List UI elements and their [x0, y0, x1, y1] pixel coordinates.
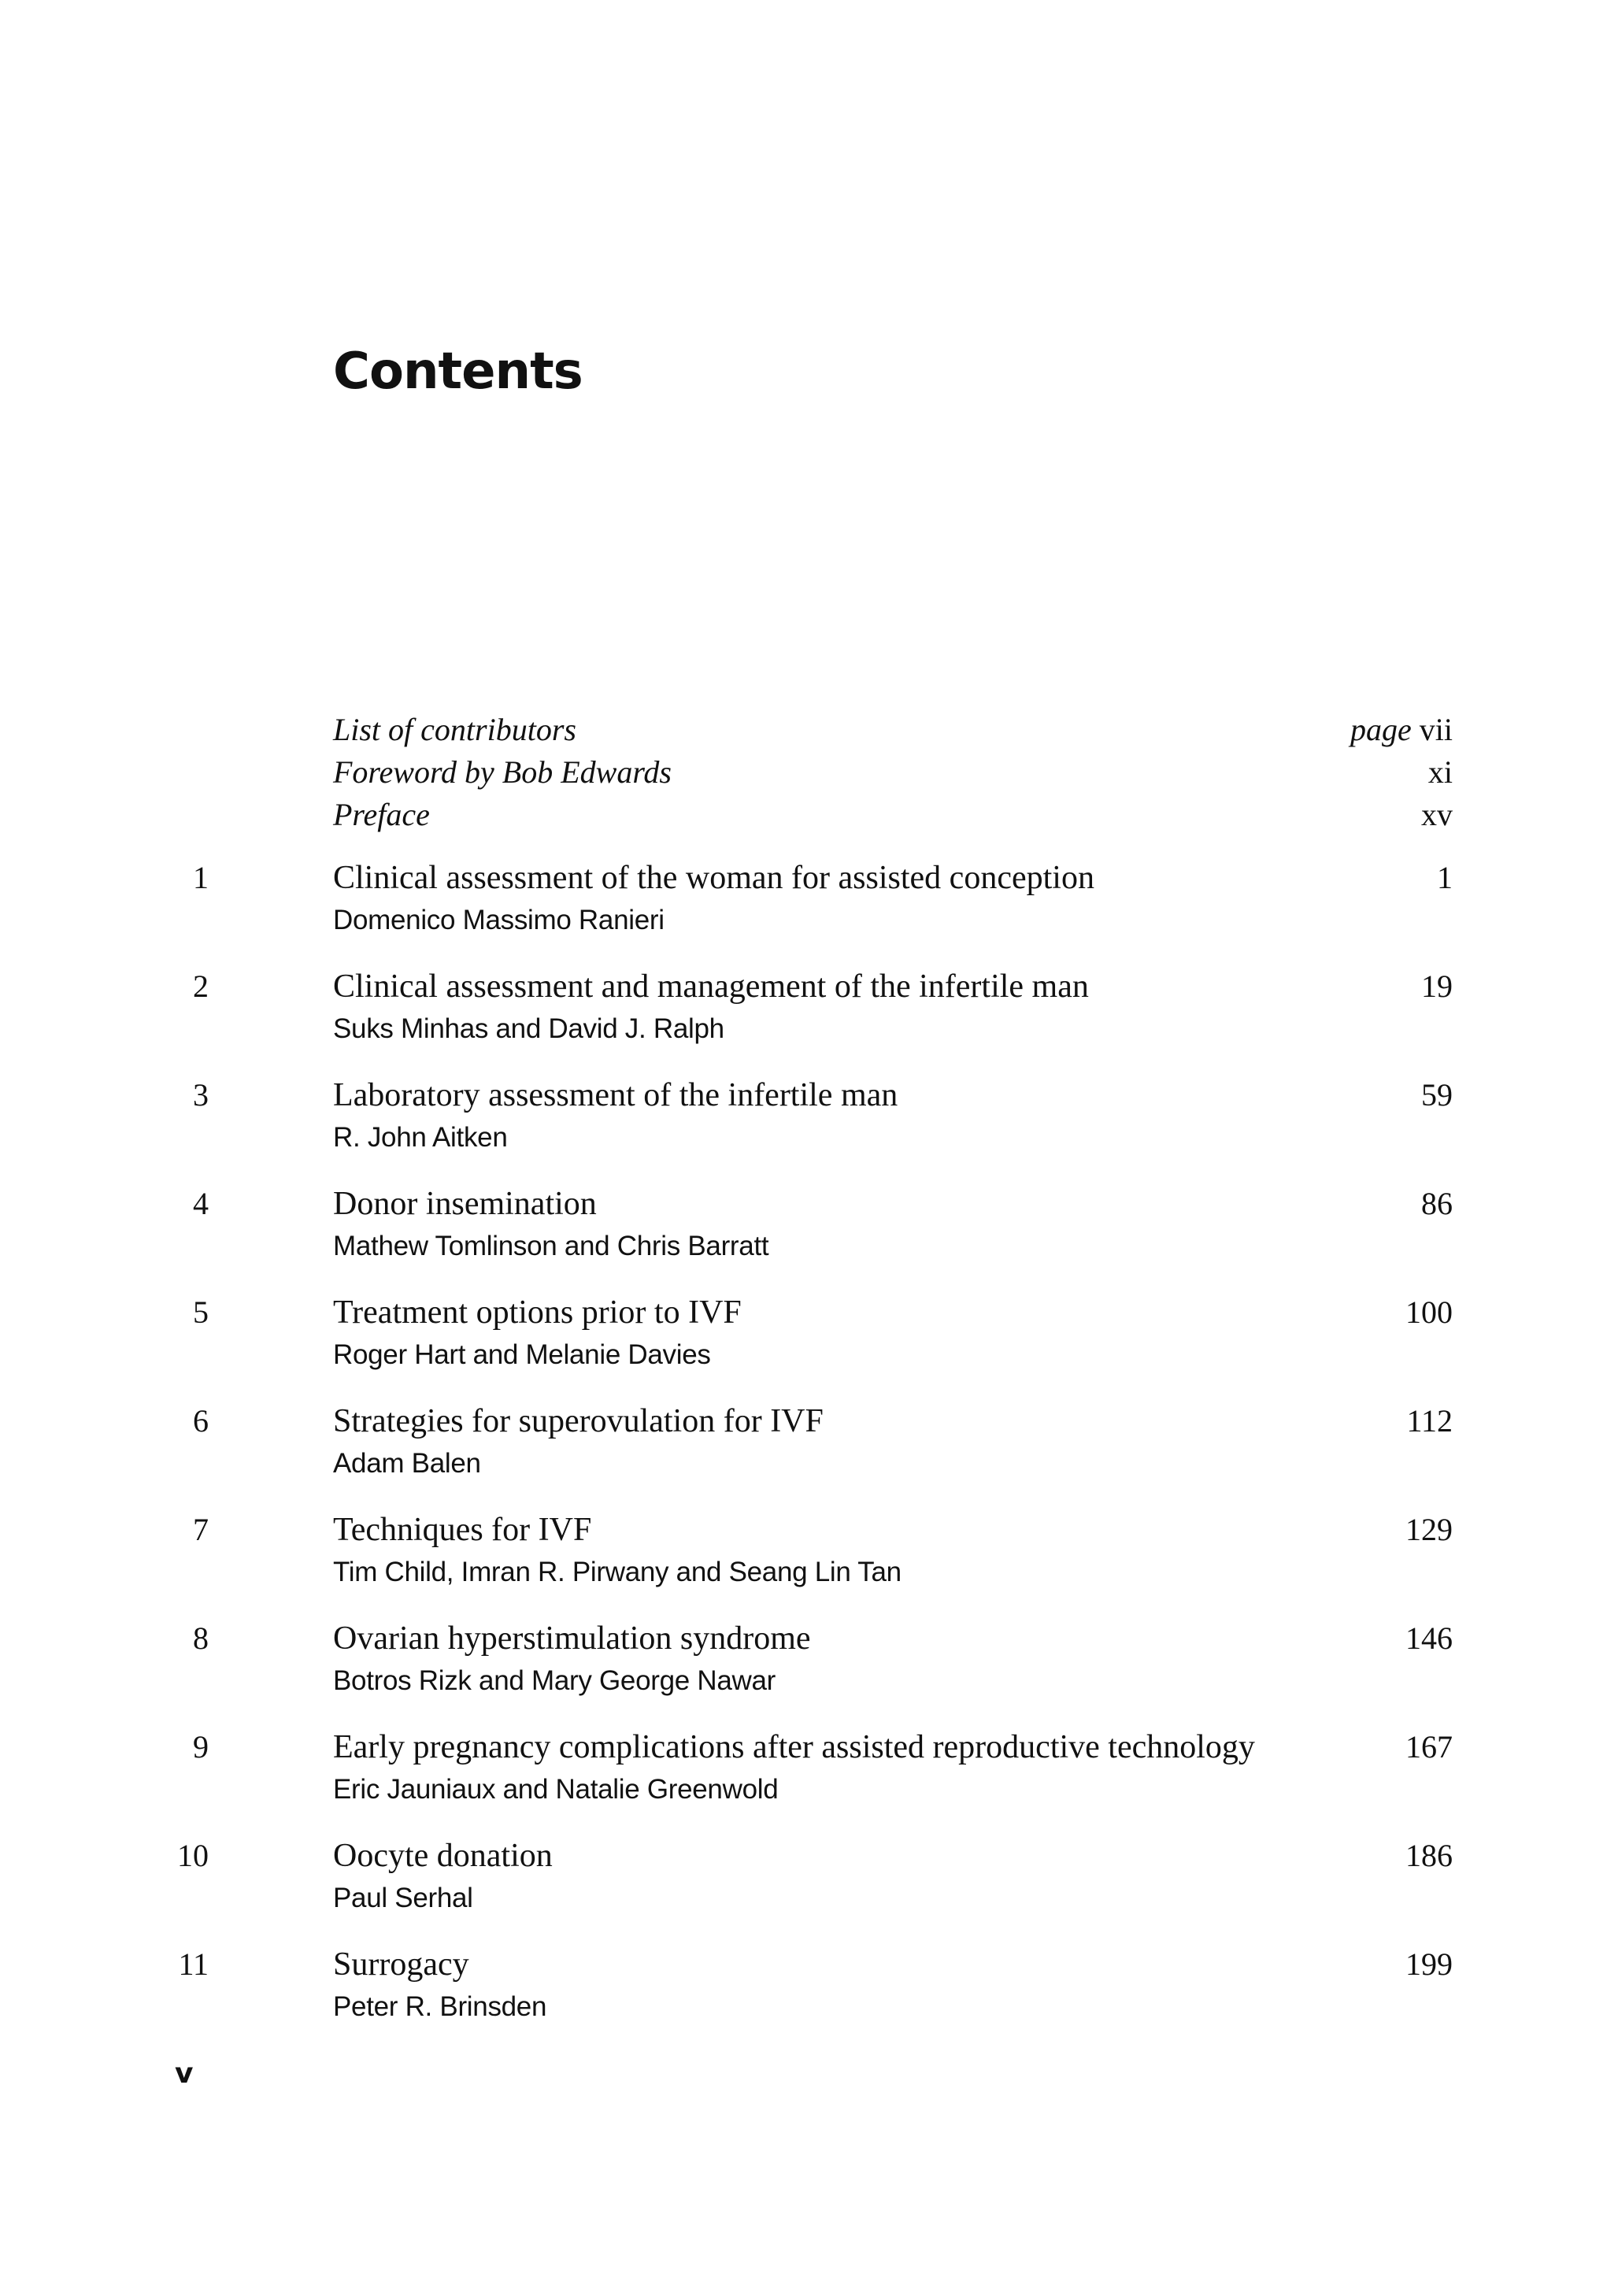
chapter-entry-2[interactable] [0, 965, 1618, 1074]
page-title: Contents [333, 343, 583, 401]
chapter-entry-10[interactable] [0, 1835, 1618, 1943]
chapter-title: Treatment options prior to IVF [333, 1294, 742, 1331]
chapter-number: 8 [193, 1620, 209, 1656]
chapter-title: Early pregnancy complications after assisted reproductive technology [333, 1729, 1255, 1765]
chapter-page: 19 [1421, 968, 1453, 1004]
front-matter-list [333, 709, 1453, 836]
chapter-authors: Adam Balen [333, 1448, 481, 1479]
front-matter-item-foreword[interactable] [333, 751, 1453, 794]
front-matter-item-contributors[interactable] [333, 709, 1453, 751]
chapter-number: 6 [193, 1403, 209, 1439]
chapter-page: 59 [1421, 1077, 1453, 1113]
front-matter-title: List of contributors [333, 712, 576, 747]
chapter-page: 86 [1421, 1186, 1453, 1221]
chapter-number: 7 [193, 1512, 209, 1547]
chapter-authors: Tim Child, Imran R. Pirwany and Seang Lin Tan [333, 1557, 902, 1587]
chapter-authors: Botros Rizk and Mary George Nawar [333, 1665, 776, 1696]
page-prefix: page [1350, 712, 1412, 747]
chapter-authors: Peter R. Brinsden [333, 1991, 547, 2022]
chapter-authors: Roger Hart and Melanie Davies [333, 1339, 711, 1370]
chapter-entry-8[interactable] [0, 1617, 1618, 1726]
chapter-title: Techniques for IVF [333, 1512, 592, 1548]
chapter-title: Ovarian hyperstimulation syndrome [333, 1620, 811, 1657]
chapter-authors: Suks Minhas and David J. Ralph [333, 1013, 724, 1044]
chapter-authors: Domenico Massimo Ranieri [333, 905, 665, 935]
chapter-number: 9 [193, 1729, 209, 1765]
chapter-entry-7[interactable] [0, 1509, 1618, 1617]
chapter-entry-5[interactable] [0, 1291, 1618, 1400]
chapter-list [0, 857, 1618, 2052]
chapter-number: 3 [193, 1077, 209, 1113]
chapter-authors: Mathew Tomlinson and Chris Barratt [333, 1231, 769, 1261]
chapter-number: 2 [193, 968, 209, 1004]
chapter-page: 186 [1405, 1838, 1453, 1873]
chapter-page: 100 [1405, 1294, 1453, 1330]
chapter-title: Oocyte donation [333, 1838, 553, 1874]
chapter-title: Donor insemination [333, 1186, 597, 1222]
chapter-title: Laboratory assessment of the infertile man [333, 1077, 898, 1113]
chapter-page: 199 [1405, 1946, 1453, 1982]
page-number: vii [1419, 712, 1453, 747]
chapter-number: 4 [193, 1186, 209, 1221]
chapter-entry-4[interactable] [0, 1183, 1618, 1291]
chapter-page: 129 [1405, 1512, 1453, 1547]
chapter-number: 5 [193, 1294, 209, 1330]
page-number: xi [1427, 754, 1453, 790]
chapter-entry-11[interactable] [0, 1943, 1618, 2052]
chapter-title: Clinical assessment and management of the infertile man [333, 968, 1089, 1005]
chapter-entry-6[interactable] [0, 1400, 1618, 1509]
front-matter-page [1350, 709, 1453, 751]
chapter-page: 1 [1437, 860, 1453, 895]
chapter-authors: R. John Aitken [333, 1122, 508, 1153]
chapter-entry-3[interactable] [0, 1074, 1618, 1183]
chapter-entry-1[interactable] [0, 857, 1618, 965]
chapter-title: Clinical assessment of the woman for assisted conception [333, 860, 1094, 896]
chapter-authors: Paul Serhal [333, 1883, 473, 1913]
chapter-title: Surrogacy [333, 1946, 469, 1983]
chapter-page: 146 [1405, 1620, 1453, 1656]
front-matter-title: Foreword by Bob Edwards [333, 754, 672, 790]
chapter-page: 167 [1405, 1729, 1453, 1765]
chapter-number: 1 [193, 860, 209, 895]
page-folio: v [175, 2057, 194, 2090]
page-number: xv [1421, 797, 1453, 832]
chapter-page: 112 [1406, 1403, 1453, 1439]
front-matter-item-preface[interactable] [333, 794, 1453, 836]
chapter-entry-9[interactable] [0, 1726, 1618, 1835]
chapter-number: 10 [177, 1838, 209, 1873]
chapter-authors: Eric Jauniaux and Natalie Greenwold [333, 1774, 779, 1805]
chapter-title: Strategies for superovulation for IVF [333, 1403, 824, 1439]
chapter-number: 11 [178, 1946, 209, 1982]
front-matter-title: Preface [333, 797, 430, 832]
